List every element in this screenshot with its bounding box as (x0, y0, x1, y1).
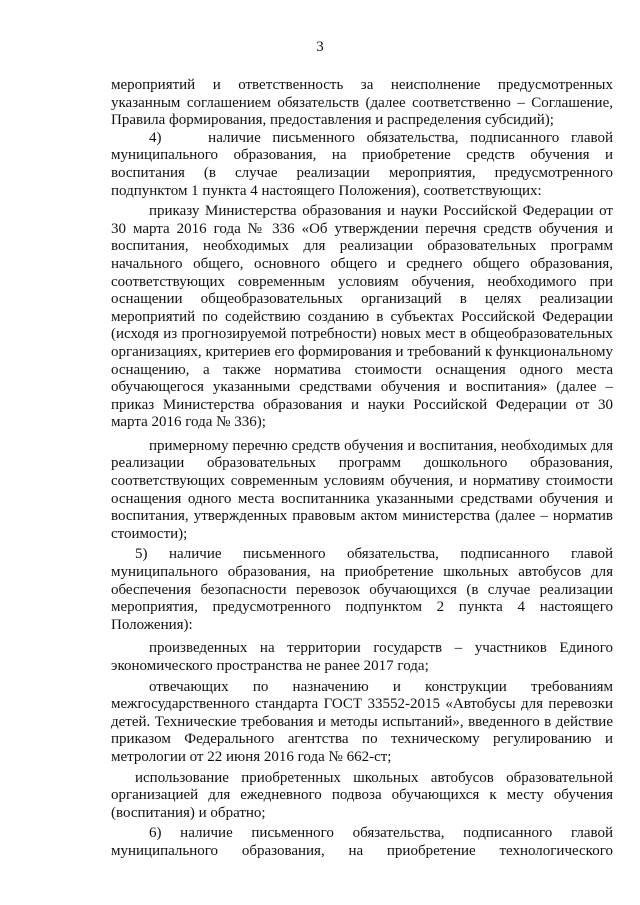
paragraph-7: отвечающих по назначению и конструкции требованиям межгосударственного стандарта ГОСТ 33552-2015 «Автобусы для перевозки детей. Технические требования и методы испытаний», введенного в действие приказом Федерального агентства по техническому регулированию и метрологии от 22 июня 2016 года № 662-ст; (111, 678, 613, 765)
page-number: 3 (316, 39, 324, 55)
document-body (111, 77, 617, 861)
paragraph-3: приказу Министерства образования и науки Российской Федерации от 30 марта 2016 года № 336 «Об утверждении перечня средств обучения и воспитания, необходимых для реализации образовательных программ начального общего, основного общего и среднего общего образования, соответствующих современным условиям обучения, необходимого при оснащении общеобразовательных организаций в целях реализации мероприятий по содействию созданию в субъектах Российской Федерации (исходя из прогнозируемой потребности) новых мест в общеобразовательных организациях, критериев его формирования и требований к функциональному оснащению, а также норматива стоимости оснащения одного места обучающегося указанными средствами обучения и воспитания» (далее – приказ Министерства образования и науки Российской Федерации от 30 марта 2016 года № 336); (111, 203, 613, 431)
paragraph-8: использование приобретенных школьных автобусов образовательной организацией для ежедневного подвоза обучающихся к месту обучения (воспитания) и обратно; (111, 769, 613, 821)
paragraph-4: примерному перечню средств обучения и воспитания, необходимых для реализации образовательных программ дошкольного образования, соответствующих современным условиям обучения, и нормативу стоимости оснащения одного места воспитанника указанными средствами обучения и воспитания, утвержденных правовым актом министерства (далее – норматив стоимости); (111, 437, 613, 542)
paragraph-1: мероприятий и ответственность за неисполнение предусмотренных указанным соглашением обязательств (далее соответственно – Соглашение, Правила формирования, предоставления и распределения субсидий); (111, 77, 613, 129)
paragraph-2: 4) наличие письменного обязательства, подписанного главой муниципального образования, на приобретение средств обучения и воспитания (в случае реализации мероприятия, предусмотренного подпунктом 1 пункта 4 настоящего Положения), соответствующих: (111, 129, 617, 199)
paragraph-5: 5) наличие письменного обязательства, подписанного главой муниципального образования, на приобретение школьных автобусов для обеспечения безопасности перевозок обучающихся (в случае реализации мероприятия, предусмотренного подпунктом 2 пункта 4 настоящего Положения): (111, 546, 613, 633)
paragraph-9: 6) наличие письменного обязательства, подписанного главой муниципального образования, на приобретение технологического (111, 825, 613, 859)
paragraph-6: произведенных на территории государств – участников Единого экономического пространства не ранее 2017 года; (111, 640, 613, 674)
